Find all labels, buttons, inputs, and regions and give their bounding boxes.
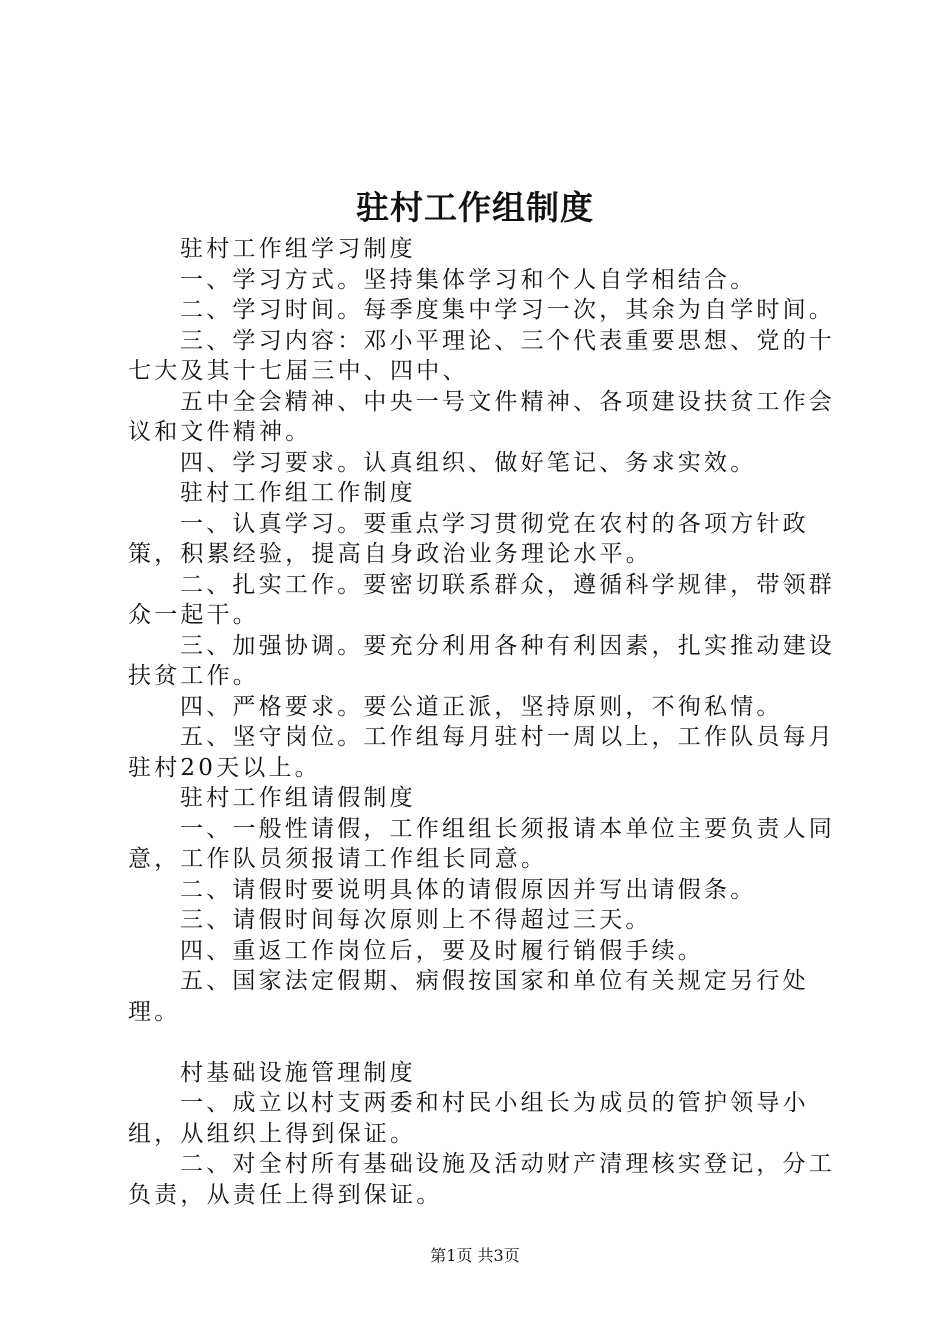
- document-body: [128, 234, 858, 1210]
- paragraph: 一、认真学习。要重点学习贯彻党在农村的各项方针政策，积累经验，提高自身政治业务理论水平。: [128, 510, 809, 567]
- section-heading-work: 驻村工作组工作制度: [180, 480, 416, 506]
- paragraph: 五中全会精神、中央一号文件精神、各项建设扶贫工作会议和文件精神。: [128, 388, 835, 445]
- document-title: 驻村工作组制度: [356, 188, 594, 227]
- paragraph: 四、学习要求。认真组织、做好笔记、务求实效。: [180, 449, 757, 476]
- paragraph: 三、学习内容：邓小平理论、三个代表重要思想、党的十七大及其十七届三中、四中、: [128, 327, 835, 384]
- paragraph: 一、成立以村支两委和村民小组长为成员的管护领导小组，从组织上得到保证。: [128, 1090, 809, 1147]
- paragraph: 二、扎实工作。要密切联系群众，遵循科学规律，带领群众一起干。: [128, 571, 835, 628]
- section-heading-leave: 驻村工作组请假制度: [180, 785, 416, 811]
- paragraph: 二、对全村所有基础设施及活动财产清理核实登记，分工负责，从责任上得到保证。: [128, 1151, 835, 1208]
- paragraph: 三、加强协调。要充分利用各种有利因素，扎实推动建设扶贫工作。: [128, 632, 835, 689]
- paragraph: 二、请假时要说明具体的请假原因并写出请假条。: [180, 876, 757, 903]
- paragraph-gap: [128, 1027, 858, 1058]
- paragraph: 一、学习方式。坚持集体学习和个人自学相结合。: [180, 266, 757, 293]
- paragraph: 一、一般性请假，工作组组长须报请本单位主要负责人同意，工作队员须报请工作组长同意。: [128, 815, 835, 872]
- paragraph: 四、严格要求。要公道正派，坚持原则，不徇私情。: [180, 693, 783, 720]
- section-heading-study: 驻村工作组学习制度: [180, 236, 416, 262]
- paragraph: 三、请假时间每次原则上不得超过三天。: [180, 907, 652, 933]
- paragraph: 五、坚守岗位。工作组每月驻村一周以上，工作队员每月驻村20天以上。: [128, 724, 835, 781]
- paragraph: 五、国家法定假期、病假按国家和单位有关规定另行处理。: [128, 968, 809, 1025]
- page-footer: 第1页 共3页: [430, 1246, 520, 1265]
- section-heading-infrastructure: 村基础设施管理制度: [180, 1059, 416, 1086]
- paragraph: 二、学习时间。每季度集中学习一次，其余为自学时间。: [180, 297, 835, 323]
- paragraph: 四、重返工作岗位后，要及时履行销假手续。: [180, 937, 704, 964]
